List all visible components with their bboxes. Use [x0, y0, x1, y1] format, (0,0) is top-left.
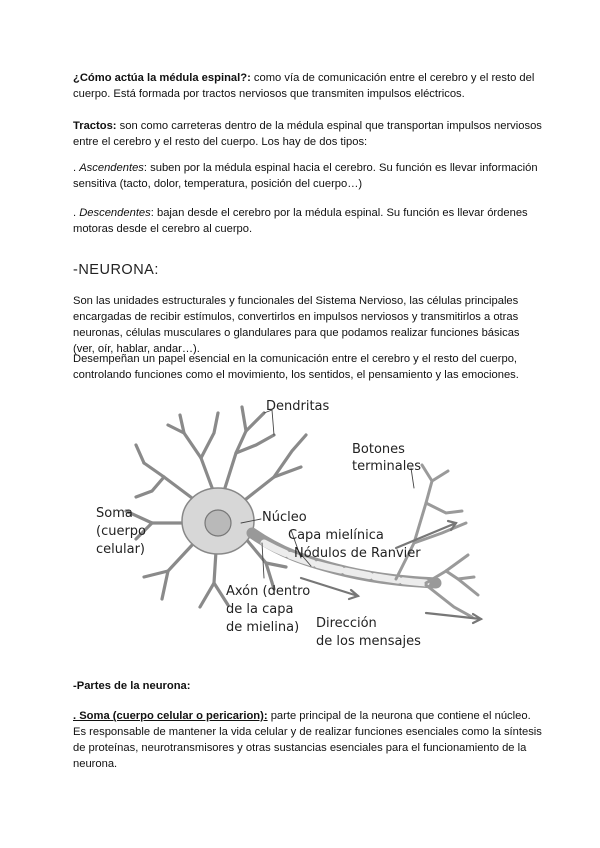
paragraph-neurona-funcion: Desempeñan un papel esencial en la comunicación entre el cerebro y el resto del cuerpo, controlando funciones como el movimiento, los sentidos, el pensamiento y las emociones. — [73, 353, 519, 381]
bullet-ascendentes: . — [73, 162, 80, 174]
label-direccion-1: Dirección — [316, 616, 377, 631]
label-nucleo: Núcleo — [262, 510, 307, 525]
label-botones-1: Botones — [352, 442, 405, 457]
label-dendritas: Dendritas — [266, 399, 330, 414]
neuron-diagram — [96, 393, 508, 655]
heading-neurona: -NEURONA: — [73, 262, 159, 278]
label-axon-1: Axón (dentro — [226, 584, 311, 599]
term-soma: . Soma (cuerpo celular o pericarion): — [73, 710, 268, 722]
label-botones-2: terminales — [352, 459, 422, 474]
text-tractos: son como carreteras dentro de la médula espinal que transportan impulsos nerviosos entre el cerebro y el resto del cuerpo. Los hay de dos tipos: — [73, 120, 542, 148]
label-soma-1: Soma — [96, 506, 133, 521]
text-soma: parte principal de la neurona que contiene el núcleo. Es responsable de mantener la vida celular y de realizar funciones esenciales como la síntesis de proteínas, neurotransmisores y otras sustancias esenciales para el funcionamiento de la neurona. — [73, 710, 542, 770]
paragraph-neurona-definicion: Son las unidades estructurales y funcionales del Sistema Nervioso, las células principales encargadas de recibir estímulos, convertirlos en impulsos nerviosos y transmitirlos a otras neuronas, células musculares o glandulares para que podamos realizar funciones básicas (ver, oír, hablar, andar…). — [73, 295, 520, 355]
paragraph-ascendentes — [73, 160, 543, 192]
label-nodulos-ranvier: Nódulos de Ranvier — [294, 546, 421, 561]
label-soma-3: celular) — [96, 542, 145, 557]
terminal-branches-shape — [396, 465, 478, 617]
label-axon-2: de la capa — [226, 602, 294, 617]
term-ascendentes: Ascendentes — [79, 162, 144, 174]
paragraph-tractos — [73, 118, 543, 150]
label-soma-2: (cuerpo — [96, 524, 147, 539]
label-capa-mielinica: Capa mielínica — [288, 528, 384, 543]
paragraph-soma — [73, 708, 543, 772]
paragraph-descendentes — [73, 205, 543, 237]
text-descendentes: : bajan desde el cerebro por la médula espinal. Su función es llevar órdenes motoras desde el cerebro al cuerpo. — [73, 207, 528, 235]
text-medula: como vía de comunicación entre el cerebro y el resto del cuerpo. Está formada por tractos nerviosos que transmiten impulsos eléctricos. — [73, 72, 535, 100]
text-ascendentes: : suben por la médula espinal hacia el cerebro. Su función es llevar información sensitiva (tacto, dolor, temperatura, posición del cuerpo…) — [73, 162, 538, 190]
nucleus-shape — [205, 510, 231, 536]
paragraph-medula — [73, 70, 543, 102]
term-descendentes: Descendentes — [79, 207, 151, 219]
label-direccion-2: de los mensajes — [316, 634, 421, 649]
term-tractos: Tractos: — [73, 120, 117, 132]
label-axon-3: de mielina) — [226, 620, 300, 635]
bullet-descendentes: . — [73, 207, 80, 219]
term-medula: ¿Cómo actúa la médula espinal?: — [73, 72, 251, 84]
partes-title: -Partes de la neurona: — [73, 680, 191, 692]
